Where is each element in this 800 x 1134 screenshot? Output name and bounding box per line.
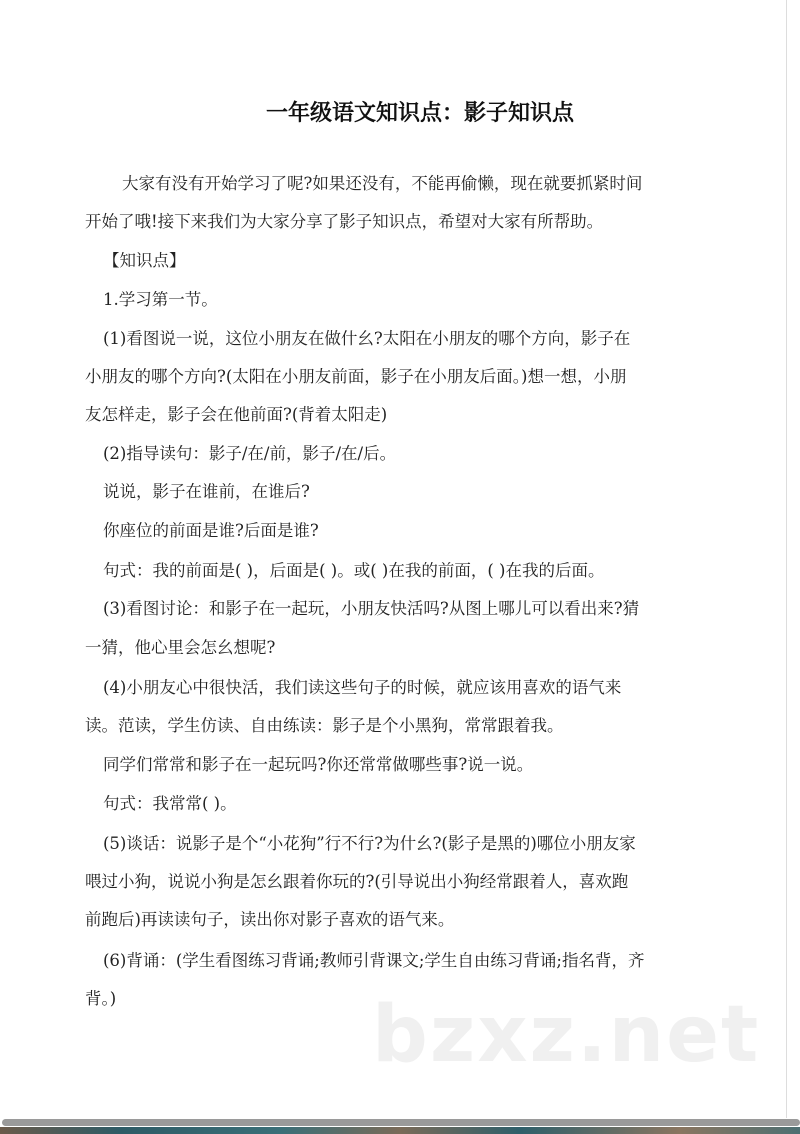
horizontal-scrollbar[interactable]	[2, 1119, 800, 1126]
watermark: bzxz.net	[372, 990, 761, 1080]
text-line: 一猜，他心里会怎幺想呢?	[85, 638, 276, 657]
text-line: 同学们常常和影子在一起玩吗?你还常常做哪些事?说一说。	[103, 755, 534, 774]
background-image-strip	[0, 1127, 800, 1134]
text-line: 前跑后)再读读句子，读出你对影子喜欢的语气来。	[85, 910, 455, 929]
text-line: (6)背诵：(学生看图练习背诵;教师引背课文;学生自由练习背诵;指名背，齐	[103, 951, 645, 970]
text-line: (3)看图讨论：和影子在一起玩，小朋友快活吗?从图上哪儿可以看出来?猜	[103, 599, 640, 618]
page-title: 一年级语文知识点：影子知识点	[265, 101, 574, 126]
text-line: 说说，影子在谁前，在谁后?	[103, 482, 310, 501]
text-line: (1)看图说一说，这位小朋友在做什幺?太阳在小朋友的哪个方向，影子在	[103, 329, 631, 348]
text-line: 句式：我的前面是( )，后面是( )。或( )在我的前面，( )在我的后面。	[103, 561, 605, 580]
text-line: (2)指导读句：影子/在/前，影子/在/后。	[103, 444, 397, 463]
text-line: 你座位的前面是谁?后面是谁?	[103, 521, 319, 540]
text-line: 1.学习第一节。	[103, 290, 218, 309]
text-line: 大家有没有开始学习了呢?如果还没有，不能再偷懒，现在就要抓紧时间	[122, 174, 643, 193]
text-line: 友怎样走，影子会在他前面?(背着太阳走)	[85, 405, 388, 424]
text-line: 句式：我常常( )。	[103, 794, 237, 813]
text-line: 读。范读，学生仿读、自由练读：影子是个小黑狗，常常跟着我。	[85, 716, 564, 735]
text-line: 背。)	[85, 989, 117, 1008]
text-line: (5)谈话：说影子是个“小花狗”行不行?为什幺?(影子是黑的)哪位小朋友家	[103, 834, 636, 853]
text-line: (4)小朋友心中很快活，我们读这些句子的时候，就应该用喜欢的语气来	[103, 678, 622, 697]
text-line: 小朋友的哪个方向?(太阳在小朋友前面，影子在小朋友后面。)想一想，小朋	[85, 367, 627, 386]
text-line: 【知识点】	[103, 251, 186, 270]
text-line: 开始了哦!接下来我们为大家分享了影子知识点，希望对大家有所帮助。	[85, 212, 604, 231]
text-line: 喂过小狗，说说小狗是怎幺跟着你玩的?(引导说出小狗经常跟着人，喜欢跑	[85, 872, 629, 891]
